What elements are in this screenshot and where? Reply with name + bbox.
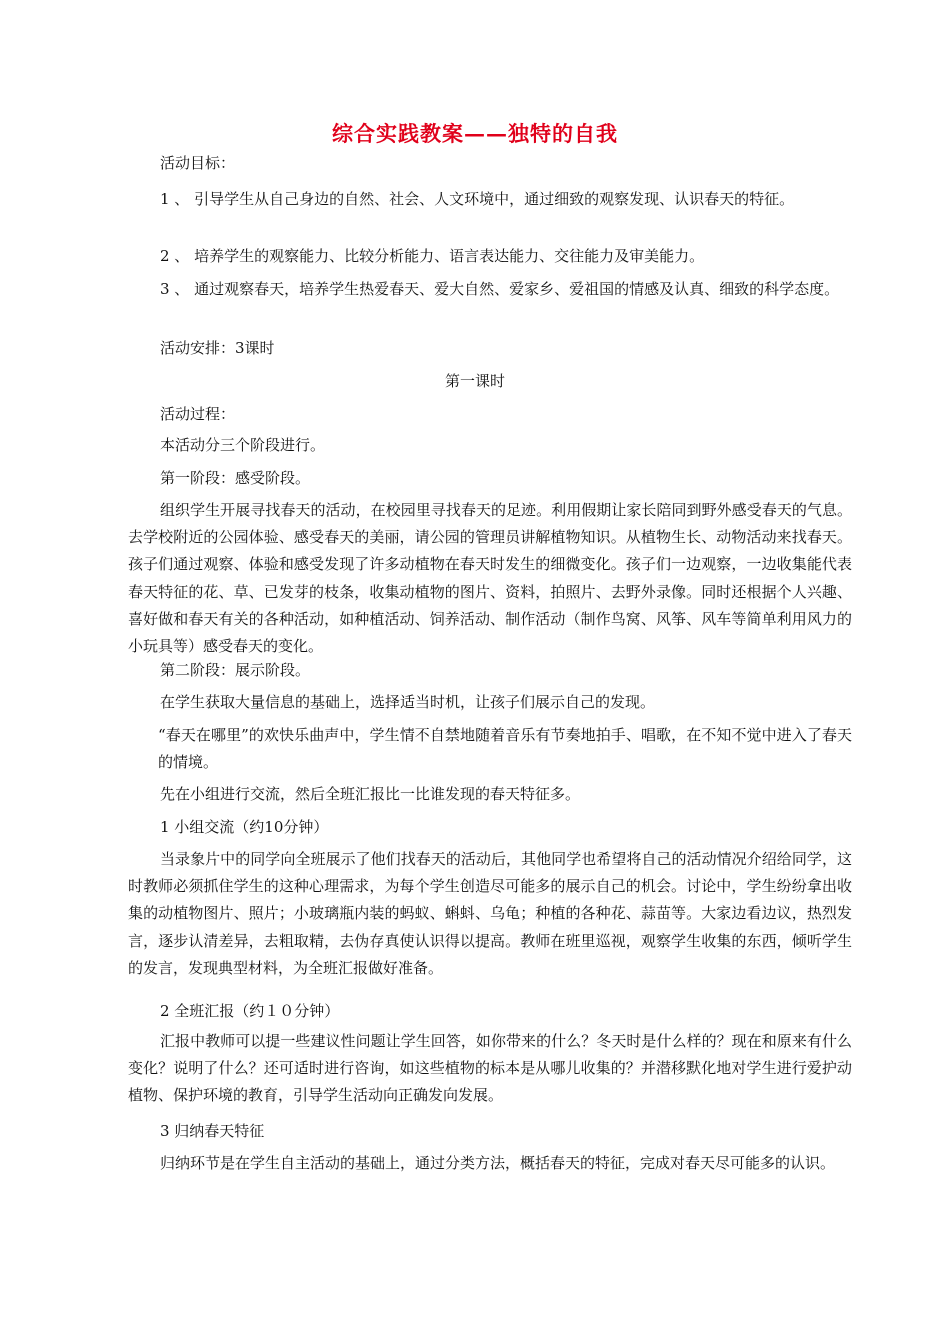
- exchange-text: 先在小组进行交流，然后全班汇报比一比谁发现的春天特征多。: [160, 785, 581, 803]
- intro-text: 本活动分三个阶段进行。: [160, 436, 326, 454]
- step1-title: 1 小组交流（约10分钟）: [160, 818, 329, 836]
- schedule-text: 活动安排：3课时: [160, 339, 275, 357]
- stage1-text: 组织学生开展寻找春天的活动，在校园里寻找春天的足迹。利用假期让家长陪同到野外感受春天的气息。去学校附近的公园体验、感受春天的美丽，请公园的管理员讲解植物知识。从植物生长、动物活动来找春天。孩子们通过观察、体验和感受发现了许多动植物在春天时发生的细微变化。孩子们一边观察，一边收集能代表春天特征的花、草、已发芽的枝条，收集动植物的图片、资料，拍照片、去野外录像。同时还根据个人兴趣、喜好做和春天有关的各种活动，如种植活动、饲养活动、制作活动（制作鸟窝、风筝、风车等简单利用风力的小玩具等）感受春天的变化。: [128, 501, 852, 656]
- step3-title: 3 归纳春天特征: [160, 1122, 265, 1140]
- document-title: 综合实践教案——独特的自我: [332, 121, 618, 146]
- song-text-content: “春天在哪里”的欢快乐曲声中，学生情不自禁地随着音乐有节奏地拍手、唱歌，在不知不觉中进入了春天的情境。: [158, 726, 852, 772]
- process-label: 活动过程：: [160, 405, 236, 423]
- song-text: [158, 722, 852, 776]
- step2-title: 2 全班汇报（约１０分钟）: [160, 1002, 340, 1020]
- goal-1: 1 、 引导学生从自己身边的自然、社会、人文环境中，通过细致的观察发现、认识春天的特征。: [160, 190, 795, 208]
- goals-label: 活动目标：: [160, 154, 236, 172]
- step3-text: 归纳环节是在学生自主活动的基础上，通过分类方法，概括春天的特征，完成对春天尽可能多的认识。: [160, 1154, 836, 1172]
- step1-text: 当录象片中的同学向全班展示了他们找春天的活动后，其他同学也希望将自己的活动情况介绍给同学，这时教师必须抓住学生的这种心理需求，为每个学生创造尽可能多的展示自己的机会。讨论中，学生纷纷拿出收集的动植物图片、照片；小玻璃瓶内装的蚂蚁、蝌蚪、乌龟；种植的各种花、蒜苗等。大家边看边议，热烈发言，逐步认清差异，去粗取精，去伪存真使认识得以提高。教师在班里巡视，观察学生收集的东西，倾听学生的发言，发现典型材料，为全班汇报做好准备。: [128, 850, 852, 977]
- goal-3: 3 、 通过观察春天，培养学生热爱春天、爱大自然、爱家乡、爱祖国的情感及认真、细致的科学态度。: [160, 280, 840, 298]
- stage2-title: 第二阶段：展示阶段。: [160, 661, 311, 679]
- step2-text: 汇报中教师可以提一些建议性问题让学生回答，如你带来的什么？冬天时是什么样的？现在和原来有什么变化？说明了什么？还可适时进行咨询，如这些植物的标本是从哪儿收集的？并潜移默化地对学生进行爱护动植物、保护环境的教育，引导学生活动向正确发向发展。: [128, 1032, 852, 1105]
- lesson-heading: 第一课时: [444, 372, 505, 390]
- stage2-text: 在学生获取大量信息的基础上，选择适当时机，让孩子们展示自己的发现。: [160, 693, 656, 711]
- goal-2: 2 、 培养学生的观察能力、比较分析能力、语言表达能力、交往能力及审美能力。: [160, 247, 705, 265]
- stage1-title: 第一阶段：感受阶段。: [160, 469, 311, 487]
